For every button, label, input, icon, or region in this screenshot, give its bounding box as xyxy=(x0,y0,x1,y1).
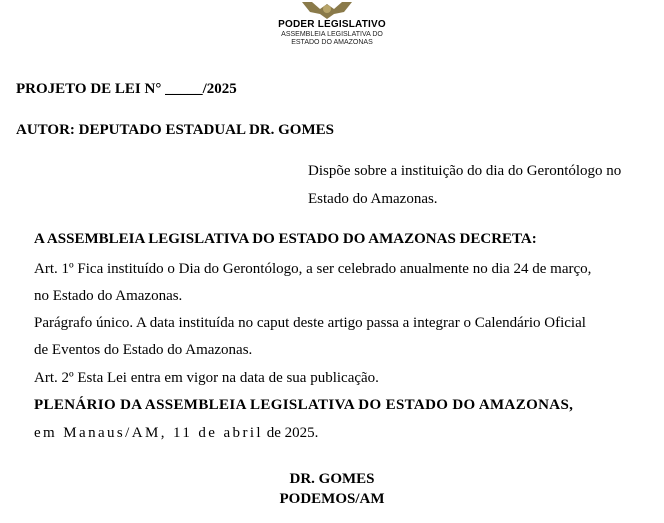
paragraph-line-2: de Eventos do Estado do Amazonas. xyxy=(34,342,253,358)
signature-party: PODEMOS/AM xyxy=(279,491,385,507)
place-date-suffix: de 2025. xyxy=(266,425,319,441)
signature-name: DR. GOMES xyxy=(289,471,375,487)
bill-author: AUTOR: DEPUTADO ESTADUAL DR. GOMES xyxy=(16,122,334,138)
bill-title: PROJETO DE LEI N° _____/2025 xyxy=(16,81,237,97)
header-subtitle-line1: ASSEMBLEIA LEGISLATIVA DO xyxy=(281,31,383,38)
decree-heading: A ASSEMBLEIA LEGISLATIVA DO ESTADO DO AMAZONAS DECRETA: xyxy=(34,231,537,247)
ementa-line-1: Dispõe sobre a instituição do dia do Gerontólogo no xyxy=(308,163,622,179)
article-2: Art. 2º Esta Lei entra em vigor na data de sua publicação. xyxy=(34,370,379,386)
header-title: PODER LEGISLATIVO xyxy=(278,19,386,30)
article-1-line-1: Art. 1º Fica instituído o Dia do Gerontólogo, a ser celebrado anualmente no dia 24 de março, xyxy=(34,261,592,277)
place-date-prefix: em Manaus/AM, 11 de abril xyxy=(34,425,263,441)
article-1-line-2: no Estado do Amazonas. xyxy=(34,288,183,304)
ementa-line-2: Estado do Amazonas. xyxy=(308,191,438,207)
place-date-line xyxy=(34,424,318,442)
header-subtitle-line2: ESTADO DO AMAZONAS xyxy=(291,39,373,46)
plenary-line: PLENÁRIO DA ASSEMBLEIA LEGISLATIVA DO ESTADO DO AMAZONAS, xyxy=(34,397,574,413)
paragraph-line-1: Parágrafo único. A data instituída no caput deste artigo passa a integrar o Calendário Oficial xyxy=(34,315,586,331)
document-header xyxy=(0,0,664,62)
legislative-emblem-icon xyxy=(298,0,356,20)
